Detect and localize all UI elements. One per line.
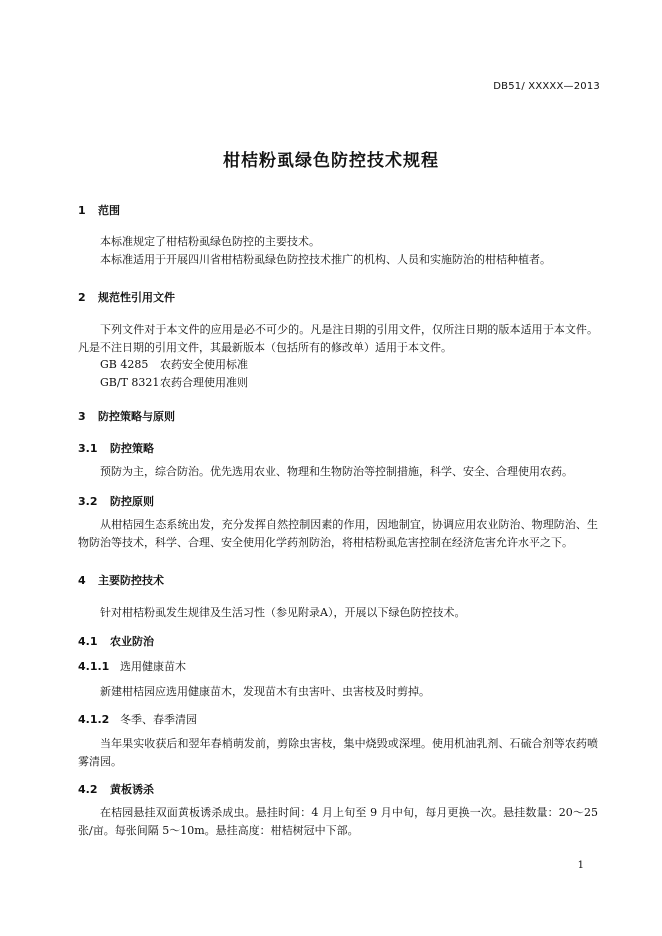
section-number: 4.1.2 [78, 713, 110, 726]
paragraph: 新建柑桔园应选用健康苗木，发现苗木有虫害叶、虫害枝及时剪掉。 [100, 685, 430, 698]
section-title: 范围 [98, 204, 120, 217]
subsection-3-2-heading [78, 493, 154, 509]
section-number: 4.1.1 [78, 660, 110, 673]
section-title: 选用健康苗木 [120, 660, 186, 673]
reference-code: GB/T 8321 [100, 376, 160, 389]
section-1-heading [78, 202, 120, 218]
reference-item [100, 356, 248, 372]
section-number: 4.2 [78, 783, 98, 796]
section-number: 4.1 [78, 635, 98, 648]
section-3-heading [78, 408, 175, 424]
reference-code: GB 4285 [100, 358, 149, 371]
section-4-heading [78, 572, 164, 588]
subsection-4-1-1-heading [78, 658, 186, 674]
subsection-4-1-heading [78, 633, 154, 649]
section-number: 1 [78, 204, 86, 217]
section-title: 防控原则 [110, 495, 154, 508]
section-number: 3.2 [78, 495, 98, 508]
document-id: DB51/ XXXXX—2013 [493, 81, 600, 92]
reference-name: 农药安全使用标准 [160, 358, 248, 371]
document-title: 柑桔粉虱绿色防控技术规程 [223, 151, 439, 171]
paragraph: 下列文件对于本文件的应用是必不可少的。凡是注日期的引用文件，仅所注日期的版本适用于本文件。凡是不注日期的引用文件，其最新版本（包括所有的修改单）适用于本文件。 [78, 323, 598, 354]
section-title: 农业防治 [110, 635, 154, 648]
section-number: 3.1 [78, 442, 98, 455]
paragraph: 当年果实收获后和翌年春梢萌发前，剪除虫害枝，集中烧毁或深埋。使用机油乳剂、石硫合剂等农药喷雾清园。 [78, 737, 598, 768]
section-title: 黄板诱杀 [110, 783, 154, 796]
paragraph: 本标准规定了柑桔粉虱绿色防控的主要技术。 [100, 235, 320, 248]
paragraph: 在桔园悬挂双面黄板诱杀成虫。悬挂时间：4 月上旬至 9 月中旬，每月更换一次。悬挂数量：20～25 张/亩。每张间隔 5～10m。悬挂高度：柑桔树冠中下部。 [78, 806, 598, 837]
section-title: 主要防控技术 [98, 574, 164, 587]
section-title: 规范性引用文件 [98, 291, 175, 304]
section-number: 3 [78, 410, 86, 423]
section-number: 4 [78, 574, 86, 587]
section-2-heading [78, 289, 175, 305]
paragraph: 预防为主，综合防治。优先选用农业、物理和生物防治等控制措施，科学、安全、合理使用农药。 [100, 465, 573, 478]
subsection-4-1-2-heading [78, 711, 197, 727]
page-number: 1 [577, 860, 584, 871]
section-number: 2 [78, 291, 86, 304]
section-title: 防控策略 [110, 442, 154, 455]
subsection-4-2-heading [78, 781, 154, 797]
section-title: 防控策略与原则 [98, 410, 175, 423]
paragraph: 本标准适用于开展四川省柑桔粉虱绿色防控技术推广的机构、人员和实施防治的柑桔种植者。 [100, 253, 551, 266]
reference-name: 农药合理使用准则 [160, 376, 248, 389]
section-title: 冬季、春季清园 [120, 713, 197, 726]
paragraph: 从柑桔园生态系统出发，充分发挥自然控制因素的作用，因地制宜，协调应用农业防治、物理防治、生物防治等技术，科学、合理、安全使用化学药剂防治，将柑桔粉虱危害控制在经济危害允许水平之下。 [78, 518, 598, 549]
paragraph: 针对柑桔粉虱发生规律及生活习性（参见附录A），开展以下绿色防控技术。 [100, 606, 466, 619]
subsection-3-1-heading [78, 440, 154, 456]
reference-item [100, 374, 248, 390]
